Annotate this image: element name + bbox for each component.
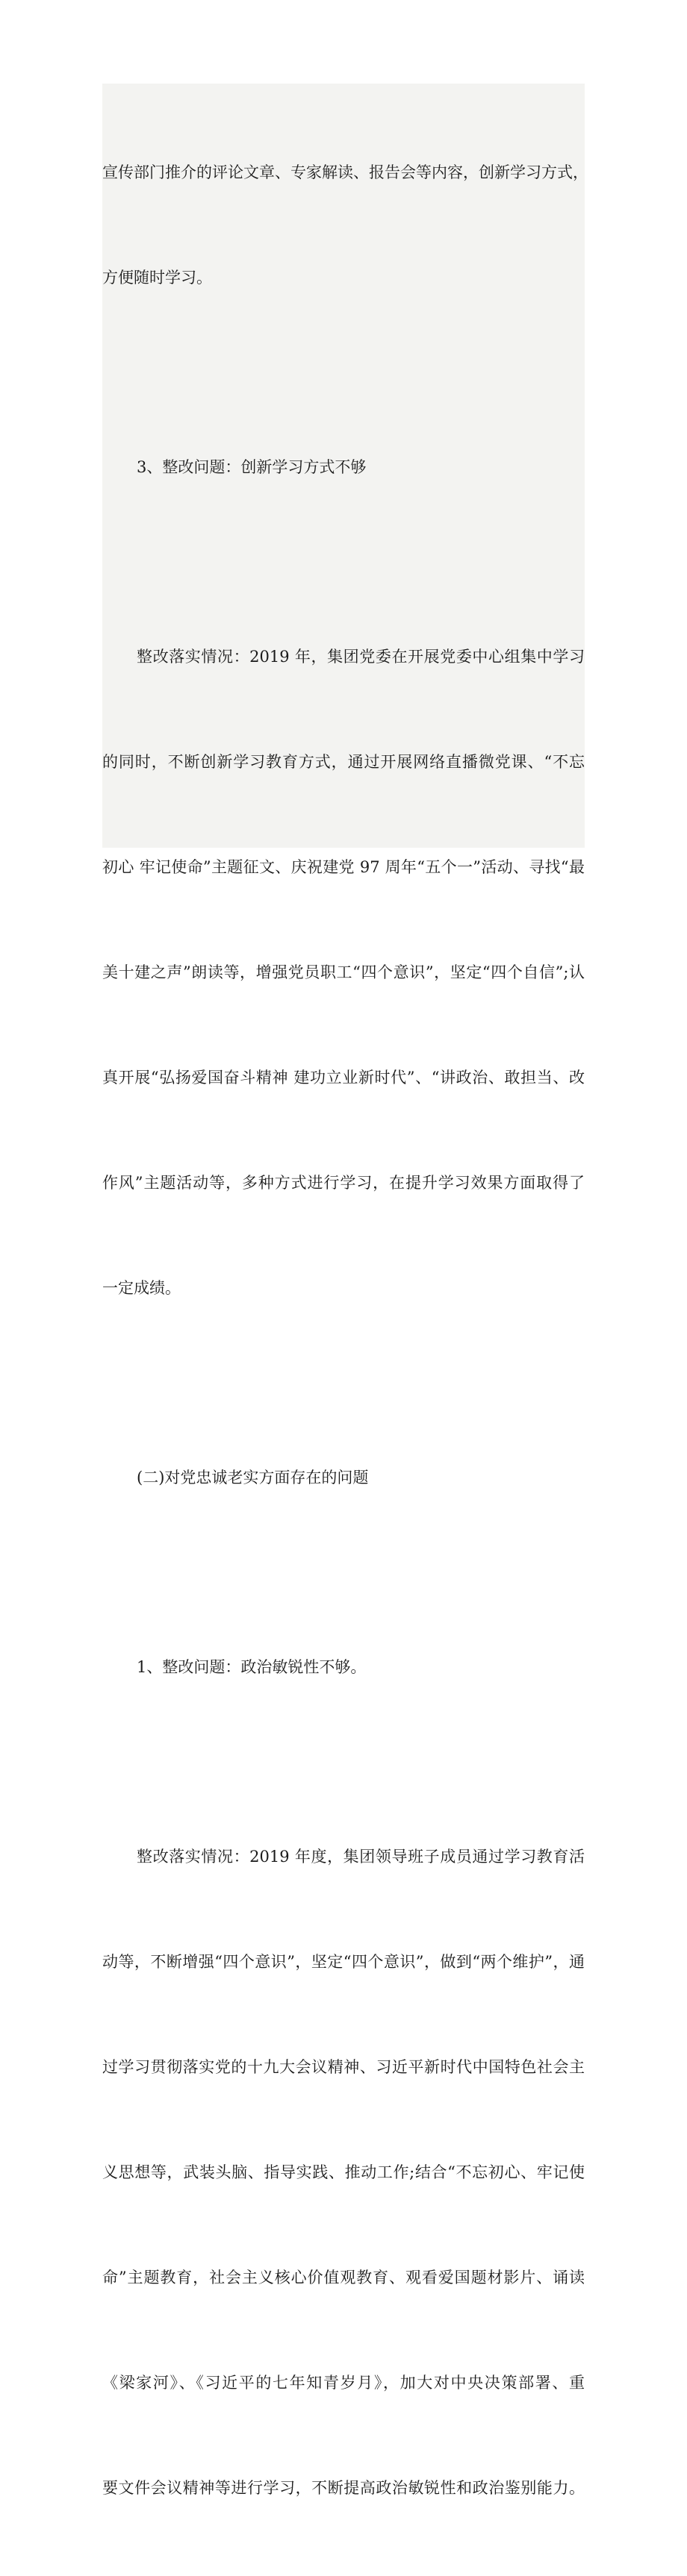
subheading-3 — [102, 380, 585, 555]
text-line: 整改落实情况：2019 年，集团党委在开展党委中心组集中学习 — [137, 648, 585, 666]
text-line: 宣传部门推介的评论文章、专家解读、报告会等内容，创新学习方式， — [102, 163, 588, 181]
text-line: 命”主题教育，社会主义核心价值观教育、观看爱国题材影片、诵读 — [102, 2269, 585, 2286]
paragraph-implementation-1 — [102, 569, 585, 1376]
document-body — [102, 84, 588, 2576]
section-heading-2 — [102, 1390, 585, 1566]
paragraph-continuation — [102, 84, 588, 366]
text-line: 1、整改问题：政治敏锐性不够。 — [137, 1658, 367, 1676]
text-line: 整改落实情况：2019 年度，集团领导班子成员通过学习教育活 — [137, 1848, 585, 1866]
text-line: (二)对党忠诚老实方面存在的问题 — [137, 1469, 369, 1486]
text-line: 要文件会议精神等进行学习，不断提高政治敏锐性和政治鉴别能力。 — [102, 2479, 585, 2497]
text-line: 美十建之声”朗读等，增强党员职工“四个意识”，坚定“四个自信”;认 — [102, 963, 585, 981]
text-line: 初心 牢记使命”主题征文、庆祝建党 97 周年“五个一”活动、寻找“最 — [102, 858, 585, 876]
text-line: 方便随时学习。 — [102, 269, 212, 287]
text-line: 义思想等，武装头脑、指导实践、推动工作;结合“不忘初心、牢记使 — [102, 2163, 585, 2181]
paragraph-implementation-2 — [102, 1769, 585, 2576]
text-line: 的同时，不断创新学习教育方式，通过开展网络直播微党课、“不忘 — [102, 753, 585, 771]
text-line: 动等，不断增强“四个意识”，坚定“四个意识”，做到“两个维护”，通 — [102, 1953, 585, 1971]
text-line: 过学习贯彻落实党的十九大会议精神、习近平新时代中国特色社会主 — [102, 2058, 585, 2076]
text-line: 3、整改问题：创新学习方式不够 — [137, 458, 367, 476]
subheading-1 — [102, 1580, 585, 1755]
text-line: 作风”主题活动等，多种方式进行学习，在提升学习效果方面取得了 — [102, 1174, 585, 1192]
text-line: 《梁家河》、《习近平的七年知青岁月》，加大对中央决策部署、重 — [102, 2374, 585, 2392]
text-line: 一定成绩。 — [102, 1279, 181, 1297]
text-line: 真开展“弘扬爱国奋斗精神 建功立业新时代”、“讲政治、敢担当、改 — [102, 1069, 585, 1087]
